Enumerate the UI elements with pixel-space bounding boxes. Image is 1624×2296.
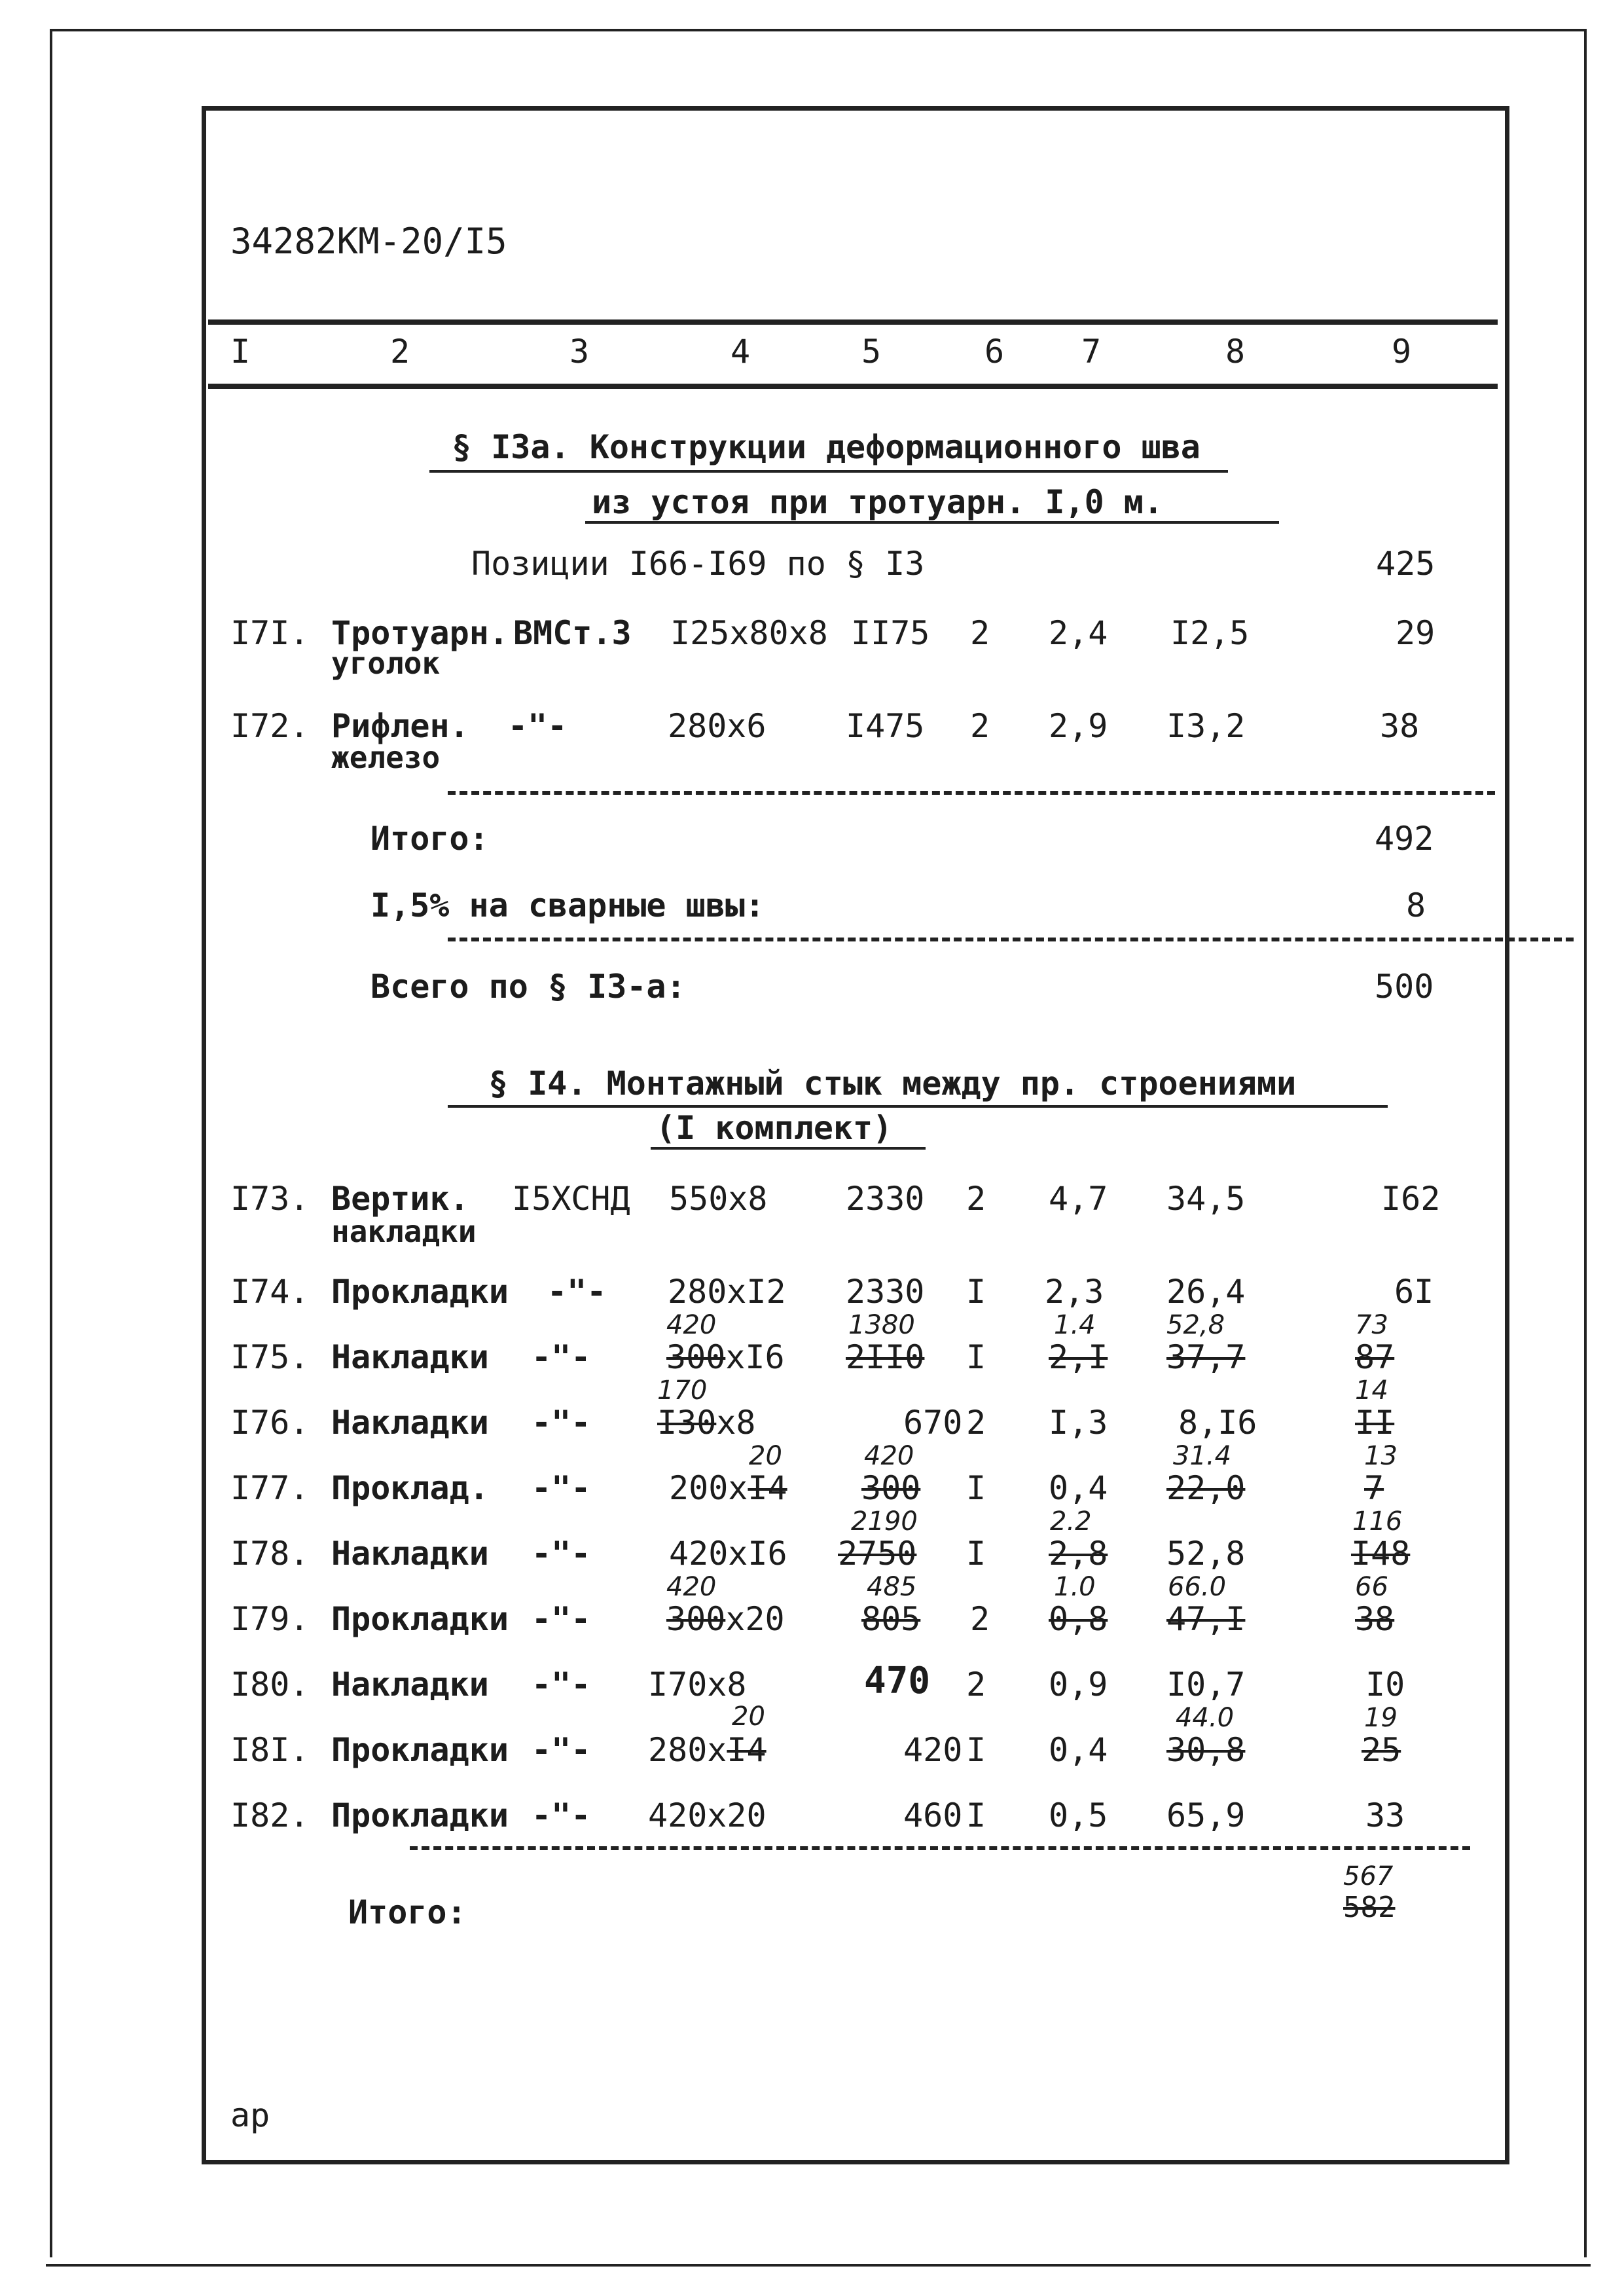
piece-weight: I2,5: [1170, 614, 1250, 652]
total-correction: 66: [1355, 1572, 1388, 1602]
profile: 550x8: [669, 1180, 768, 1218]
item-name: Накладки: [331, 1666, 489, 1704]
profile: I25x80x8: [670, 614, 828, 652]
quantity: 2: [970, 1600, 990, 1638]
quantity: I: [966, 1469, 986, 1507]
length: I475: [846, 707, 925, 745]
piece-weight-correction: 52,8: [1166, 1310, 1225, 1340]
col-header-8: 8: [1225, 333, 1246, 371]
total-correction: 19: [1364, 1703, 1398, 1733]
item-name-cont: уголок: [331, 646, 441, 681]
length: 470: [864, 1660, 931, 1702]
length-correction: 2190: [851, 1506, 918, 1537]
profile: 280x6: [668, 707, 767, 745]
row-number: I78.: [230, 1535, 310, 1573]
length: 2330: [846, 1180, 925, 1218]
total-crossed-out: I48: [1351, 1535, 1411, 1573]
quantity: I: [966, 1731, 986, 1769]
total-crossed-out: 38: [1355, 1600, 1395, 1638]
profile: 420xI6: [669, 1535, 787, 1573]
total-weight: 6I: [1394, 1273, 1434, 1311]
unit-weight: 0,4: [1049, 1469, 1108, 1507]
col-header-9: 9: [1392, 333, 1412, 371]
section-14-itogo-correction: 567: [1343, 1861, 1394, 1891]
quantity: 2: [966, 1666, 986, 1704]
total-correction: 116: [1352, 1506, 1403, 1537]
total-crossed-out: 25: [1362, 1731, 1401, 1769]
section-13a-itogo-value: 492: [1375, 820, 1434, 858]
profile-crossed-out: I4: [748, 1469, 787, 1507]
profile-base: 200x: [669, 1469, 748, 1507]
section-13a-itogo-label: Итого:: [370, 820, 489, 858]
length: II75: [851, 614, 930, 652]
total-weight: 29: [1396, 614, 1435, 652]
total-weight: I62: [1381, 1180, 1441, 1218]
total-crossed-out: II: [1355, 1404, 1395, 1442]
steel-grade: -"-: [532, 1796, 591, 1834]
quantity: I: [966, 1535, 986, 1573]
section-13a-vsego-label: Всего по § I3-а:: [370, 968, 686, 1006]
row-number: I79.: [230, 1600, 310, 1638]
footer-mark: ap: [230, 2096, 270, 2134]
positions-total: 425: [1376, 545, 1435, 583]
outer-frame-bottom: [46, 2264, 1591, 2267]
row-number: I76.: [230, 1404, 310, 1442]
section-14-underline-2: [651, 1147, 926, 1150]
piece-weight: I3,2: [1166, 707, 1246, 745]
unit-weight-crossed-out: 2,8: [1049, 1535, 1108, 1573]
piece-weight-crossed-out: 30,8: [1166, 1731, 1246, 1769]
row-number: I77.: [230, 1469, 310, 1507]
total-crossed-out: 7: [1364, 1469, 1384, 1507]
unit-weight: I,3: [1049, 1404, 1108, 1442]
profile-crossed-out: 300: [666, 1600, 726, 1638]
length-correction: 1380: [848, 1310, 915, 1340]
piece-weight-correction: 66.0: [1168, 1572, 1227, 1602]
piece-weight-crossed-out: 37,7: [1166, 1338, 1246, 1376]
row-number: I73.: [230, 1180, 310, 1218]
piece-weight-correction: 31.4: [1173, 1441, 1232, 1471]
steel-grade: -"-: [508, 707, 568, 745]
unit-weight: 2,4: [1049, 614, 1108, 652]
divider-dashed-2: [448, 938, 1574, 941]
section-14-underline-1: [448, 1105, 1388, 1108]
weld-label: I,5% на сварные швы:: [370, 886, 765, 924]
unit-weight-correction: 1.4: [1054, 1310, 1096, 1340]
unit-weight: 4,7: [1049, 1180, 1108, 1218]
total-correction: 13: [1364, 1441, 1398, 1471]
weld-value: 8: [1406, 886, 1426, 924]
piece-weight: 52,8: [1166, 1535, 1246, 1573]
length-crossed-out: 805: [861, 1600, 921, 1638]
section-14-itogo-crossed-out: 582: [1343, 1891, 1396, 1924]
profile-crossed-out: I4: [727, 1731, 767, 1769]
item-name: Накладки: [331, 1404, 489, 1442]
steel-grade: -"-: [532, 1731, 591, 1769]
row-number: I74.: [230, 1273, 310, 1311]
total-crossed-out: 87: [1355, 1338, 1395, 1376]
piece-weight-correction: 44.0: [1176, 1703, 1235, 1733]
col-header-2: 2: [390, 333, 410, 371]
profile: 280xI2: [668, 1273, 786, 1311]
unit-weight: 0,4: [1049, 1731, 1108, 1769]
piece-weight: 8,I6: [1178, 1404, 1257, 1442]
profile-correction: 20: [749, 1441, 782, 1471]
unit-weight-crossed-out: 2,I: [1049, 1338, 1108, 1376]
length-crossed-out: 2II0: [846, 1338, 925, 1376]
row-number: I72.: [230, 707, 310, 745]
unit-weight-correction: 2.2: [1050, 1506, 1092, 1537]
section-13a-title-line1: § I3a. Конструкции деформационного шва: [452, 428, 1200, 466]
steel-grade: ВМСт.3: [513, 614, 632, 652]
piece-weight-crossed-out: 47,I: [1166, 1600, 1246, 1638]
quantity: I: [966, 1796, 986, 1834]
quantity: 2: [966, 1404, 986, 1442]
profile-correction: 420: [666, 1310, 717, 1340]
length: 2330: [846, 1273, 925, 1311]
steel-grade: I5ХСНД: [512, 1180, 630, 1218]
unit-weight: 2,3: [1045, 1273, 1104, 1311]
row-number: I75.: [230, 1338, 310, 1376]
item-name: Рифлен.: [331, 707, 469, 745]
item-name-cont: железо: [331, 740, 441, 775]
steel-grade: -"-: [532, 1666, 591, 1704]
total-correction: 73: [1355, 1310, 1388, 1340]
steel-grade: -"-: [532, 1600, 591, 1638]
item-name: Проклад.: [331, 1469, 489, 1507]
col-header-1: I: [230, 333, 251, 371]
profile: I70x8: [648, 1666, 747, 1704]
unit-weight-crossed-out: 0,8: [1049, 1600, 1108, 1638]
profile: 420x20: [648, 1796, 767, 1834]
divider-dashed-3: [410, 1846, 1470, 1850]
col-header-7: 7: [1081, 333, 1102, 371]
row-number: I8I.: [230, 1731, 310, 1769]
section-14-title-line2: (I комплект): [656, 1109, 893, 1147]
section-13a-underline-1: [429, 470, 1228, 473]
item-name: Прокладки: [331, 1796, 509, 1834]
unit-weight-correction: 1.0: [1054, 1572, 1096, 1602]
length-crossed-out: 300: [861, 1469, 921, 1507]
piece-weight: I0,7: [1166, 1666, 1246, 1704]
col-header-6: 6: [984, 333, 1005, 371]
unit-weight: 0,9: [1049, 1666, 1108, 1704]
section-14-itogo-label: Итого:: [348, 1893, 467, 1931]
profile-base: 280x: [648, 1731, 727, 1769]
steel-grade: -"-: [532, 1535, 591, 1573]
total-weight: 38: [1380, 707, 1420, 745]
col-header-5: 5: [861, 333, 882, 371]
item-name-cont: накладки: [331, 1214, 477, 1249]
col-header-3: 3: [569, 333, 590, 371]
section-13a-title-line2: из устоя при тротуарн. I,0 м.: [592, 483, 1163, 521]
length-correction: 485: [867, 1572, 917, 1602]
header-top-rule: [208, 319, 1498, 325]
item-name: Прокладки: [331, 1600, 509, 1638]
steel-grade: -"-: [532, 1338, 591, 1376]
positions-label: Позиции I66-I69 по § I3: [471, 545, 925, 583]
length: 460: [903, 1796, 963, 1834]
unit-weight: 0,5: [1049, 1796, 1108, 1834]
total-weight: 33: [1365, 1796, 1405, 1834]
divider-dashed-1: [448, 791, 1495, 795]
profile-correction: 420: [666, 1572, 717, 1602]
piece-weight-crossed-out: 22,0: [1166, 1469, 1246, 1507]
row-number: I7I.: [230, 614, 310, 652]
profile-crossed-out: I30: [657, 1404, 717, 1442]
item-name: Вертик.: [331, 1180, 469, 1218]
piece-weight: 65,9: [1166, 1796, 1246, 1834]
doc-code: 34282КМ-20/I5: [230, 221, 507, 262]
piece-weight: 26,4: [1166, 1273, 1246, 1311]
quantity: 2: [970, 614, 990, 652]
section-13a-underline-2: [585, 521, 1279, 524]
steel-grade: -"-: [547, 1273, 607, 1311]
quantity: 2: [966, 1180, 986, 1218]
item-name: Прокладки: [331, 1731, 509, 1769]
length: 420: [903, 1731, 963, 1769]
total-weight: I0: [1365, 1666, 1405, 1704]
length-crossed-out: 2750: [838, 1535, 917, 1573]
profile-correction: 170: [657, 1376, 708, 1406]
row-number: I82.: [230, 1796, 310, 1834]
length: 670: [903, 1404, 963, 1442]
quantity: I: [966, 1338, 986, 1376]
header-bottom-rule: [208, 384, 1498, 389]
profile-suffix: x20: [725, 1600, 785, 1638]
item-name: Прокладки: [331, 1273, 509, 1311]
profile-suffix: xI6: [725, 1338, 785, 1376]
row-number: I80.: [230, 1666, 310, 1704]
steel-grade: -"-: [532, 1469, 591, 1507]
item-name: Накладки: [331, 1338, 489, 1376]
quantity: I: [966, 1273, 986, 1311]
col-header-4: 4: [731, 333, 751, 371]
profile-suffix: x8: [716, 1404, 756, 1442]
total-correction: 14: [1355, 1376, 1388, 1406]
profile-correction: 20: [732, 1702, 765, 1732]
unit-weight: 2,9: [1049, 707, 1108, 745]
profile-crossed-out: 300: [666, 1338, 726, 1376]
section-13a-vsego-value: 500: [1375, 968, 1434, 1006]
item-name: Тротуарн.: [331, 614, 509, 652]
length-correction: 420: [864, 1441, 914, 1471]
section-14-title-line1: § I4. Монтажный стык между пр. строениями: [488, 1065, 1297, 1102]
steel-grade: -"-: [532, 1404, 591, 1442]
quantity: 2: [970, 707, 990, 745]
item-name: Накладки: [331, 1535, 489, 1573]
piece-weight: 34,5: [1166, 1180, 1246, 1218]
